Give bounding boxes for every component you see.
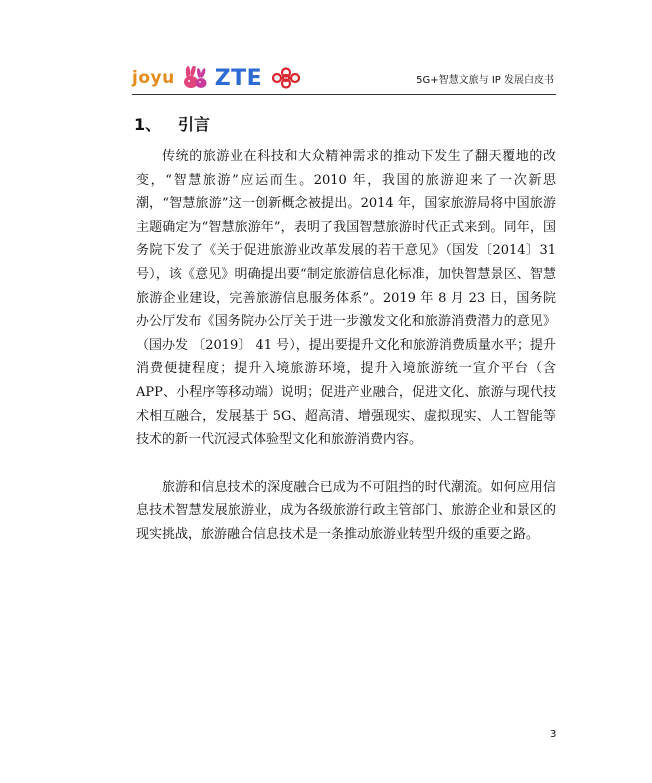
paragraph: 传统的旅游业在科技和大众精神需求的推动下发生了翻天覆地的改变，“智慧旅游”应运而生。2010 年，我国的旅游迎来了一次新思潮，“智慧旅游”这一创新概念被提出。2014 年，国家旅游局将中国旅游主题确定为“智慧旅游年”，表明了我国智慧旅游时代正式来到。同年，国务院下发了《关于促进旅游业改革发展的若干意见》（国发〔2014〕31 号），该《意见》明确提出要“制定旅游信息化标准，加快智慧景区、智慧旅游企业建设，完善旅游信息服务体系”。2019 年 8 月 23 日，国务院办公厅发布《国务院办公厅关于进一步激发文化和旅游消费潜力的意见》（国办发 〔2019〕 41 号），提出要提升文化和旅游消费质量水平；提升消费便捷程度；提升入境旅游环境，提升入境旅游统一宣介平台（含 APP、小程序等移动端）说明；促进产业融合，促进文化、旅游与现代技术相互融合，发展基于 5G、超高清、增强现实、虚拟现实、人工智能等技术的新一代沉浸式体验型文化和旅游消费内容。 bbox=[136, 149, 556, 448]
header-divider bbox=[132, 94, 556, 95]
section-number: 1、 bbox=[134, 115, 162, 134]
section-heading bbox=[134, 112, 210, 135]
paragraph: 旅游和信息技术的深度融合已成为不可阻挡的时代潮流。如何应用信息技术智慧发展旅游业，成为各级旅游行政主管部门、旅游企业和景区的现实挑战，旅游融合信息技术是一条推动旅游业转型升级的重要之路。 bbox=[136, 479, 556, 542]
china-unicom-logo-icon bbox=[270, 67, 302, 89]
page-number: 3 bbox=[550, 729, 557, 740]
joyu-logo: joyu bbox=[132, 68, 175, 88]
body-text bbox=[136, 145, 556, 547]
header-logos bbox=[132, 64, 302, 92]
document-title: 5G+智慧文旅与 IP 发展白皮书 bbox=[416, 75, 554, 86]
page-header bbox=[132, 64, 556, 92]
section-title: 引言 bbox=[178, 115, 211, 134]
zte-logo: ZTE bbox=[214, 65, 263, 91]
rabbit-logo-icon bbox=[181, 66, 207, 90]
